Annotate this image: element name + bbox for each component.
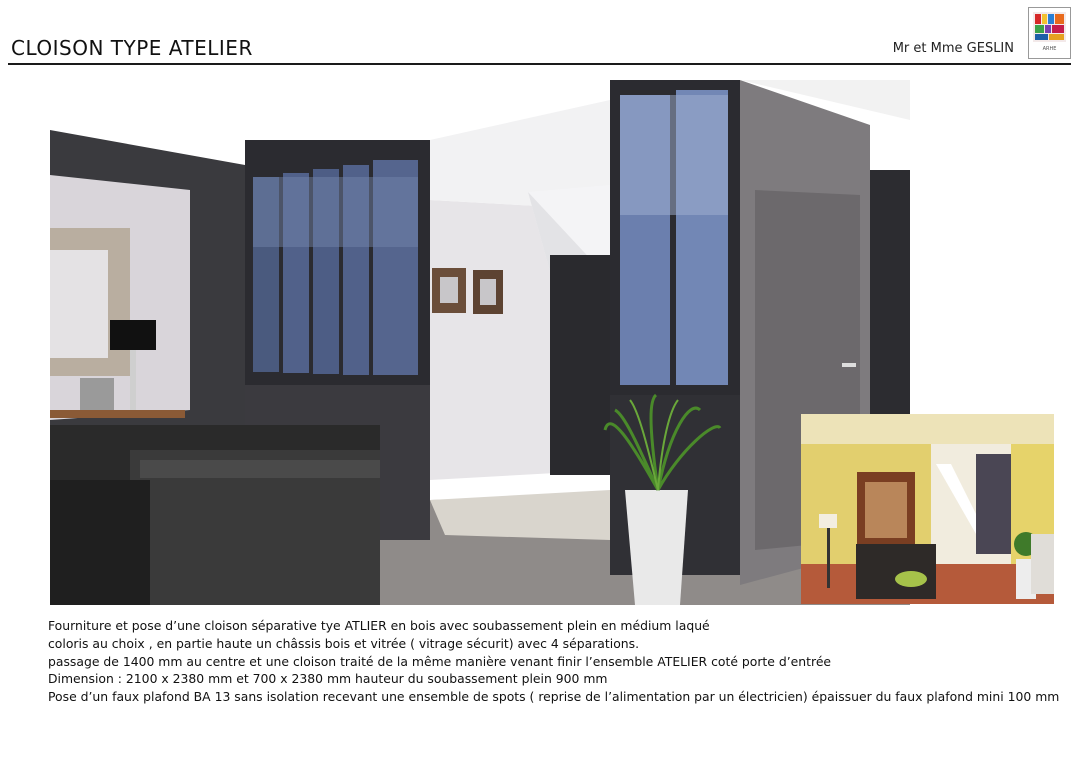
page-title: CLOISON TYPE ATELIER xyxy=(11,36,253,60)
description xyxy=(48,617,1068,706)
atelier-render xyxy=(50,80,910,605)
description-line: passage de 1400 mm au centre et une cloison traité de la même manière venant finir l’ensemble ATELIER coté porte d’entrée xyxy=(48,653,832,669)
company-logo xyxy=(1028,7,1071,59)
description-line: Dimension : 2100 x 2380 mm et 700 x 2380 mm hauteur du soubassement plein 900 mm xyxy=(48,671,608,687)
existing-room-photo xyxy=(801,414,1054,604)
header-rule xyxy=(8,63,1071,65)
client-name: Mr et Mme GESLIN xyxy=(892,41,1014,56)
logo-graphic xyxy=(1029,9,1070,45)
description-line: Pose d’un faux plafond BA 13 sans isolation recevant une ensemble de spots ( reprise de l’alimentation par un électricien) épaissuer du faux plafond mini 100 mm xyxy=(48,689,1060,705)
description-line: coloris au choix , en partie haute un châssis bois et vitrée ( vitrage sécurit) avec 4 séparations. xyxy=(48,635,640,651)
logo-caption: ARHE xyxy=(1042,46,1057,52)
description-line: Fourniture et pose d’une cloison séparative tye ATLIER en bois avec soubassement plein en médium laqué xyxy=(48,618,710,633)
